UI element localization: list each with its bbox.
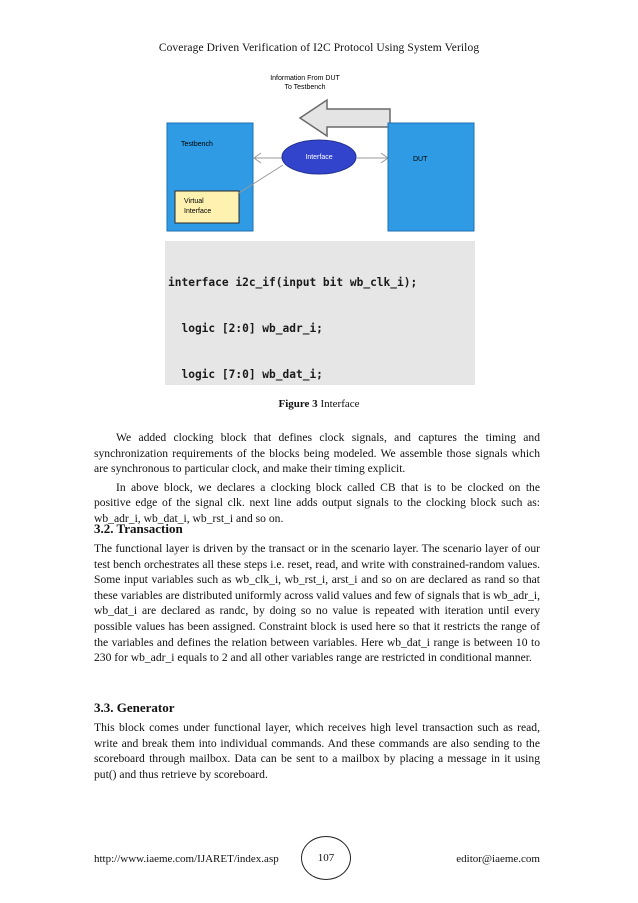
interface-diagram <box>165 70 475 240</box>
code-line: logic [2:0] wb_adr_i; <box>168 322 323 336</box>
section-body-generator <box>94 720 540 782</box>
page-number-text: 107 <box>317 852 335 864</box>
dut-label: DUT <box>413 156 428 163</box>
caption-label: Figure 3 <box>278 398 318 410</box>
code-line: logic [7:0] wb_dat_i; <box>168 368 323 382</box>
big-arrow-left-icon <box>300 100 390 136</box>
paragraph-clocking: We added clocking block that defines clock signals, and captures the timing and synchronization requirements of the blocks being modeled. We assemble those signals which are synchronous to particular clock, and make their timing explicit. <box>94 431 540 476</box>
caption-text: Interface <box>317 398 360 410</box>
virtual-interface-line2: Interface <box>184 208 212 215</box>
section-body-transaction <box>94 541 540 666</box>
info-label-line2: To Testbench <box>284 84 326 91</box>
figure-interface <box>165 70 475 385</box>
footer-email-link[interactable]: editor@iaeme.com <box>456 853 540 865</box>
page-number <box>301 836 351 880</box>
section-heading-transaction: 3.2. Transaction <box>94 521 183 536</box>
code-listing <box>165 241 475 385</box>
section-heading-generator: 3.3. Generator <box>94 700 175 715</box>
testbench-label: Testbench <box>181 141 213 148</box>
footer-url-link[interactable]: http://www.iaeme.com/IJARET/index.asp <box>94 853 279 865</box>
code-line: interface i2c_if(input bit wb_clk_i); <box>168 275 418 289</box>
paragraph-cb: In above block, we declares a clocking block called CB that is to be clocked on the positive edge of the signal clk. next line adds output signals to the clocking block such as: wb_adr_i, wb_dat_i, wb_rst_i and so on. <box>94 480 540 525</box>
virtual-interface-box <box>175 191 239 223</box>
figure-caption <box>0 398 638 410</box>
interface-label: Interface <box>305 154 333 161</box>
virtual-interface-line1: Virtual <box>184 198 204 205</box>
info-label-line1: Information From DUT <box>270 75 340 82</box>
dut-block <box>388 123 474 231</box>
running-head: Coverage Driven Verification of I2C Protocol Using System Verilog <box>158 42 480 54</box>
paragraph-transaction: The functional layer is driven by the transact or in the scenario layer. The scenario layer of our test bench orchestrates all these steps i.e. reset, read, and write with constrained-random values. Some input variables such as wb_clk_i, wb_rst_i, arst_i and so on are declared as rand so that these variables are distributed uniformly across valid values and few of signals that is wb_adr_i, wb_dat_i are declared as randc, by doing so no value is repeated with iteration until every possible values has been assigned. Constraint block is used here so that it restricts the range of the variables and defines the relation between variables. Here wb_dat_i range is between 10 to 230 for wb_adr_i equals to 2 and all other variables range are restricted in conditional manner. <box>94 542 540 665</box>
body-paragraphs <box>94 430 540 527</box>
paragraph-generator: This block comes under functional layer, which receives high level transaction such as read, write and break them into individual commands. And these commands are also sending to the scoreboard through mailbox. Data can be sent to a mailbox by placing a message in it using put() and thus retrieve by scoreboard. <box>94 721 540 781</box>
